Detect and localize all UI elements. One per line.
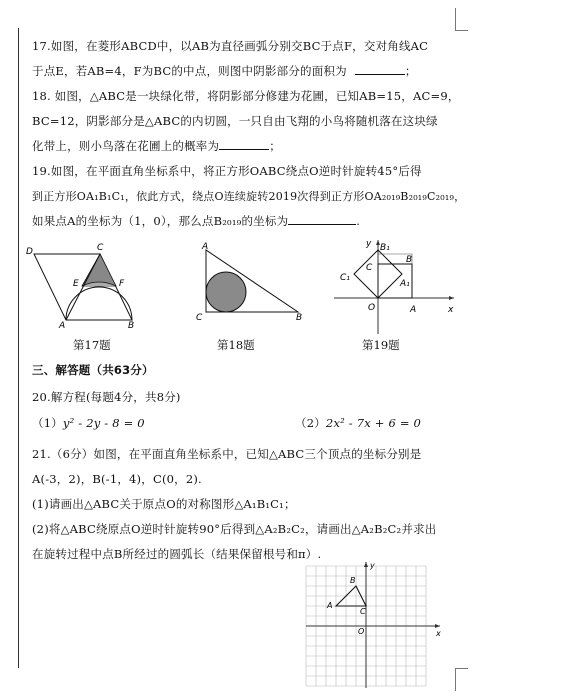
q18-line3 (32, 138, 281, 154)
margin-rule (18, 28, 19, 668)
q18-line1: 18. 如图，△ABC是一块绿化带，将阴影部分修建为花圃，已知AB=15，AC=9， (32, 89, 460, 103)
label-o: O (358, 627, 365, 636)
q19-line3-text: 如果点A的坐标为（1，0），那么点B₂₀₁₉的坐标为 (32, 214, 289, 228)
q17-line1: 17.如图，在菱形ABCD中，以AB为直径画弧分别交BC于点F，交对角线AC (32, 39, 429, 53)
section-3-heading: 三、解答题（共63分） (32, 363, 154, 377)
shaded-region (82, 254, 116, 286)
label-o: O (368, 303, 376, 313)
q20-title: 20.解方程(每题4分，共8分) (32, 390, 181, 404)
q17-end: ； (404, 64, 417, 78)
q20-eq1 (32, 415, 145, 431)
label-c: C (97, 243, 104, 253)
q21-line3: (1)请画出△ABC关于原点O的对称图形△A₁B₁C₁； (32, 497, 296, 511)
caption-fig19: 第19题 (362, 338, 400, 352)
q20-eq1-prefix: （1） (32, 416, 63, 430)
x-axis-arrow (435, 624, 440, 628)
label-y: y (366, 239, 372, 249)
x-axis-arrow (449, 296, 454, 300)
label-a: A (327, 601, 333, 610)
semicircle-arc (66, 287, 132, 320)
q19-line2: 到正方形OA₁B₁C₁，依此方式，绕点O连续旋转2019次得到正方形OA₂₀₁₉B₂₀₁₉C₂₀₁₉， (32, 190, 466, 203)
q19-line1: 19.如图，在平面直角坐标系中，将正方形OABC绕点O逆时针旋转45°后得 (32, 164, 422, 178)
label-b1: B₁ (380, 243, 390, 253)
top-corner-mark (455, 8, 468, 31)
label-a1: A₁ (400, 279, 410, 289)
q20-eq1-expression: y² - 2y - 8 = 0 (62, 416, 145, 430)
q21-coordinate-grid (300, 560, 445, 690)
q17-answer-blank[interactable] (355, 63, 405, 75)
q20-eq2 (295, 415, 421, 431)
q20-eq2-expression: 2x² - 7x + 6 = 0 (325, 416, 422, 430)
label-c1: C₁ (340, 273, 350, 283)
q21-line2: A(-3，2)，B(-1，4)，C(0，2). (32, 472, 202, 486)
label-b: B (128, 321, 135, 330)
figure-19-rotated-squares (330, 234, 460, 342)
label-f: F (119, 279, 125, 289)
bottom-corner-mark (455, 668, 468, 691)
incircle (206, 272, 246, 312)
label-b: B (406, 255, 413, 265)
q18-end: ； (269, 139, 281, 153)
label-a: A (202, 242, 209, 252)
q20-eq2-prefix: （2） (295, 416, 326, 430)
q18-answer-blank[interactable] (219, 138, 269, 150)
figure-18-triangle (192, 240, 310, 326)
label-c: C (366, 263, 373, 273)
label-b: B (296, 313, 303, 323)
q21-line1: 21.（6分）如图，在平面直角坐标系中，已知△ABC三个顶点的坐标分别是 (32, 447, 422, 461)
caption-fig17: 第17题 (73, 338, 111, 352)
q17-line2-text: 于点E，若AB=4，F为BC的中点，则图中阴影部分的面积为 (32, 64, 347, 78)
caption-fig18: 第18题 (217, 338, 255, 352)
label-x: x (448, 305, 454, 315)
label-c: C (196, 313, 203, 323)
label-a: A (59, 321, 66, 330)
q17-line2 (32, 63, 417, 79)
q18-line2: BC=12，阴影部分是△ABC的内切圆，一只自由飞翔的小鸟将随机落在这块绿 (32, 114, 438, 128)
q19-end: . (356, 214, 361, 228)
label-y: y (370, 561, 375, 570)
label-c: C (360, 607, 366, 616)
q18-line3-text: 化带上，则小鸟落在花圃上的概率为 (32, 139, 220, 153)
label-a: A (410, 305, 417, 315)
label-x: x (436, 629, 441, 638)
figure-17-rhombus (22, 238, 152, 330)
y-axis-arrow (364, 562, 368, 567)
label-b: B (350, 576, 356, 585)
q19-answer-blank[interactable] (288, 213, 356, 225)
q21-line5: 在旋转过程中点B所经过的圆弧长（结果保留根号和π）. (32, 547, 322, 561)
label-e: E (73, 279, 79, 289)
q21-line4: (2)将△ABC绕原点O逆时针旋转90°后得到△A₂B₂C₂，请画出△A₂B₂C₂并求出 (32, 522, 437, 536)
q19-line3 (32, 213, 360, 229)
label-d: D (26, 247, 33, 257)
